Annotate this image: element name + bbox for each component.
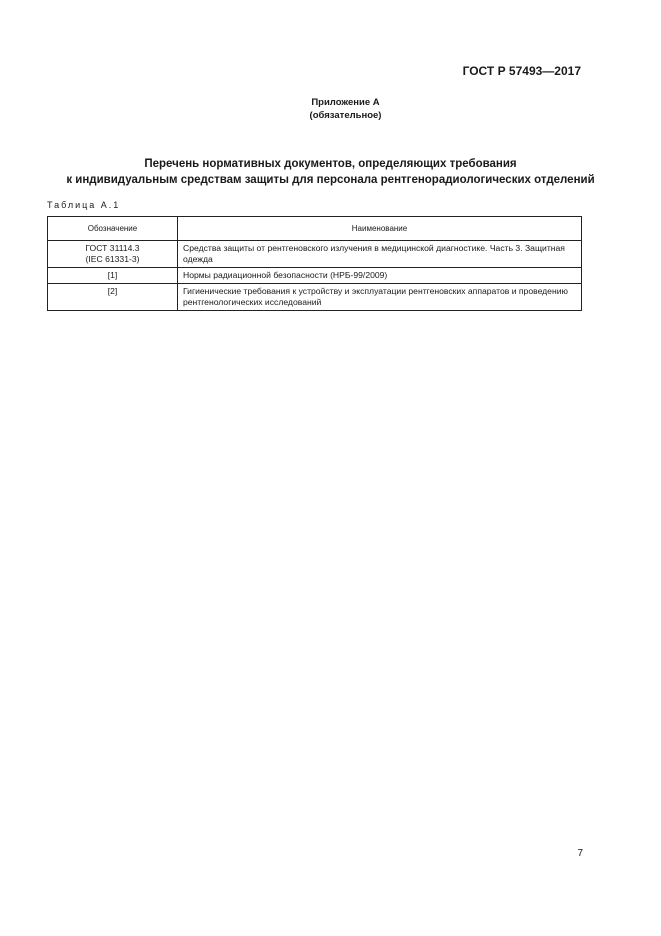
row-code-cell	[48, 241, 178, 268]
appendix-heading	[0, 96, 661, 122]
row-code-cell	[48, 284, 178, 311]
appendix-title: Приложение А	[311, 97, 380, 108]
table-row	[48, 241, 582, 268]
table-header-row	[48, 217, 582, 241]
table-caption: Таблица А.1	[47, 200, 121, 210]
row-name: Нормы радиационной безопасности (НРБ-99/2009)	[178, 268, 582, 284]
section-title	[40, 156, 621, 188]
document-code: ГОСТ Р 57493—2017	[462, 64, 581, 78]
reference-table	[47, 216, 582, 311]
row-code-cell	[48, 268, 178, 284]
table-row	[48, 284, 582, 311]
header-code: Обозначение	[48, 217, 178, 241]
row-code: [1]	[107, 270, 118, 280]
header-name: Наименование	[178, 217, 582, 241]
page-number: 7	[577, 848, 583, 859]
section-title-line-2: к индивидуальным средствам защиты для персонала рентгенорадиологических отделений	[66, 174, 595, 186]
row-code: ГОСТ 31114.3	[85, 243, 140, 253]
table-row	[48, 268, 582, 284]
row-code: [2]	[107, 286, 118, 296]
row-code-alt: (IEC 61331-3)	[85, 254, 140, 264]
row-name: Гигиенические требования к устройству и эксплуатации рентгеновских аппаратов и проведению рентгенологических исследований	[178, 284, 582, 311]
appendix-status: (обязательное)	[309, 110, 382, 121]
section-title-line-1: Перечень нормативных документов, определяющих требования	[144, 158, 517, 170]
row-name: Средства защиты от рентгеновского излучения в медицинской диагностике. Часть 3. Защитная одежда	[178, 241, 582, 268]
